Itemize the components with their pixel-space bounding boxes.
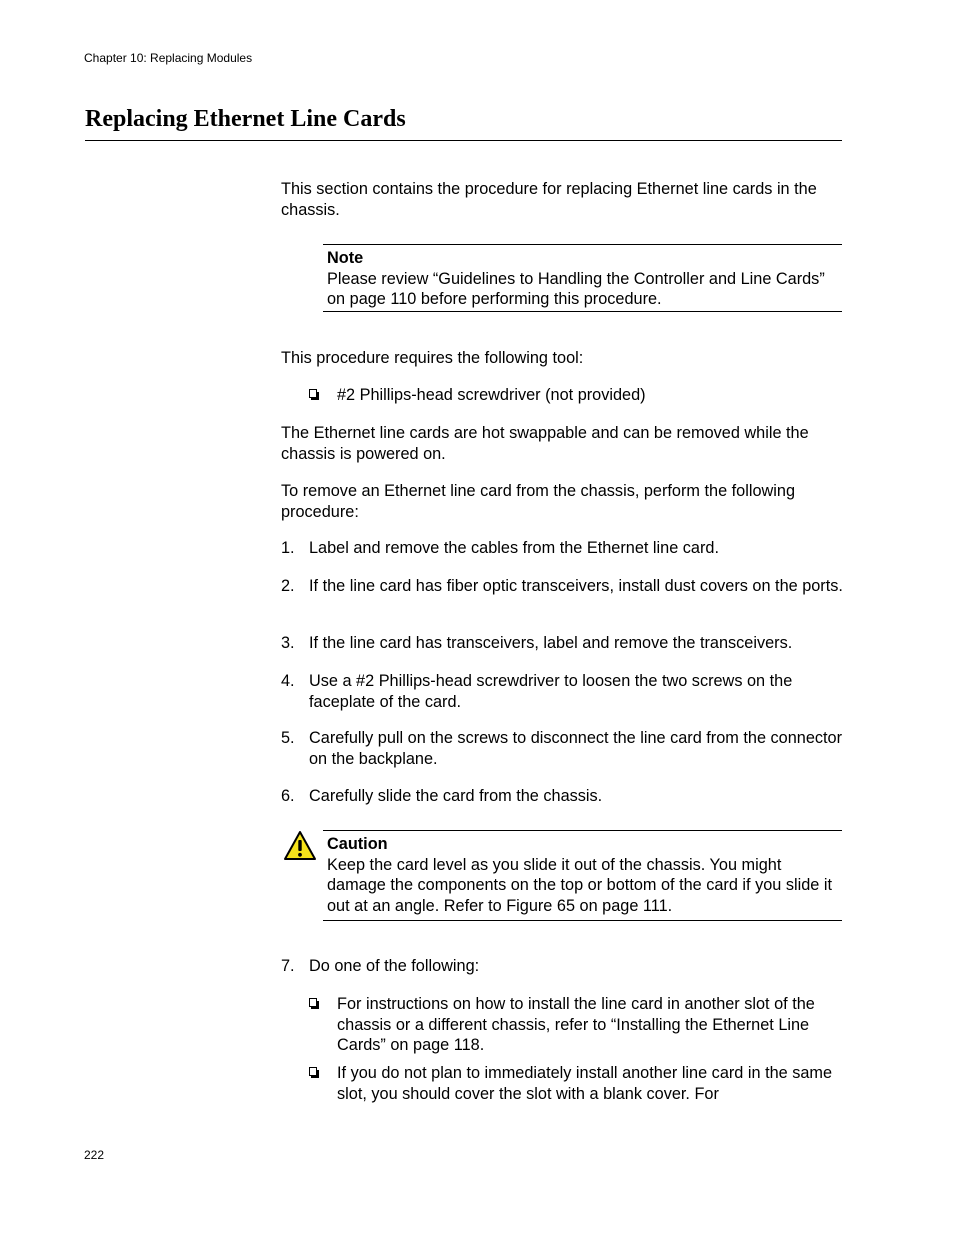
title-rule — [85, 140, 842, 141]
step-3 — [281, 633, 843, 654]
step-text: Label and remove the cables from the Ethernet line card. — [309, 539, 719, 557]
checkbox-bullet-icon — [309, 389, 317, 398]
step-text: Do one of the following: — [309, 957, 480, 975]
note-box — [323, 244, 842, 312]
caution-label: Caution — [327, 835, 388, 853]
option-list-item: For instructions on how to install the line card in another slot of the chassis or a different chassis, refer to “Installing the Ethernet Line Cards” on page 118. — [309, 994, 842, 1056]
note-label: Note — [327, 249, 364, 267]
step-number: 4. — [281, 672, 295, 690]
step-number: 5. — [281, 729, 295, 747]
warning-triangle-icon — [283, 830, 317, 861]
step-number: 3. — [281, 634, 295, 652]
caution-text: Keep the card level as you slide it out of the chassis. You might damage the components on the top or bottom of the card if you slide it out at an angle. Refer to Figure 65 on page 111. — [327, 855, 833, 915]
step-number: 1. — [281, 539, 295, 557]
running-header: Chapter 10: Replacing Modules — [84, 51, 253, 65]
remove-intro-paragraph: To remove an Ethernet line card from the chassis, perform the following procedure: — [281, 482, 796, 521]
step-4 — [281, 671, 843, 712]
step-text: If the line card has fiber optic transceivers, install dust covers on the ports. — [309, 577, 843, 595]
step-1 — [281, 538, 843, 559]
option-list-item: If you do not plan to immediately install another line card in the same slot, you should cover the slot with a blank cover. For — [309, 1063, 842, 1104]
checkbox-bullet-icon — [309, 998, 317, 1007]
step-text: If the line card has transceivers, label and remove the transceivers. — [309, 634, 793, 652]
step-5 — [281, 728, 843, 769]
intro-paragraph: This section contains the procedure for replacing Ethernet line cards in the chassis. — [281, 180, 817, 219]
step-number: 2. — [281, 577, 295, 595]
step-text: Carefully pull on the screws to disconnect the line card from the connector on the backplane. — [309, 729, 843, 768]
note-text: Please review “Guidelines to Handling the Controller and Line Cards” on page 110 before performing this procedure. — [327, 269, 825, 308]
page-number: 222 — [84, 1148, 105, 1162]
step-number: 7. — [281, 957, 295, 975]
section-title: Replacing Ethernet Line Cards — [85, 106, 406, 132]
checkbox-bullet-icon — [309, 1067, 317, 1076]
step-2 — [281, 576, 843, 597]
tool-intro-paragraph: This procedure requires the following tool: — [281, 349, 584, 367]
caution-box — [323, 830, 842, 921]
tool-list-item: #2 Phillips-head screwdriver (not provided) — [309, 385, 842, 406]
step-text: Use a #2 Phillips-head screwdriver to loosen the two screws on the faceplate of the card. — [309, 672, 793, 711]
step-text: Carefully slide the card from the chassis. — [309, 787, 603, 805]
step-6 — [281, 786, 843, 807]
step-number: 6. — [281, 787, 295, 805]
hot-swap-paragraph: The Ethernet line cards are hot swappable and can be removed while the chassis is powered on. — [281, 424, 809, 463]
step-7 — [281, 956, 843, 977]
